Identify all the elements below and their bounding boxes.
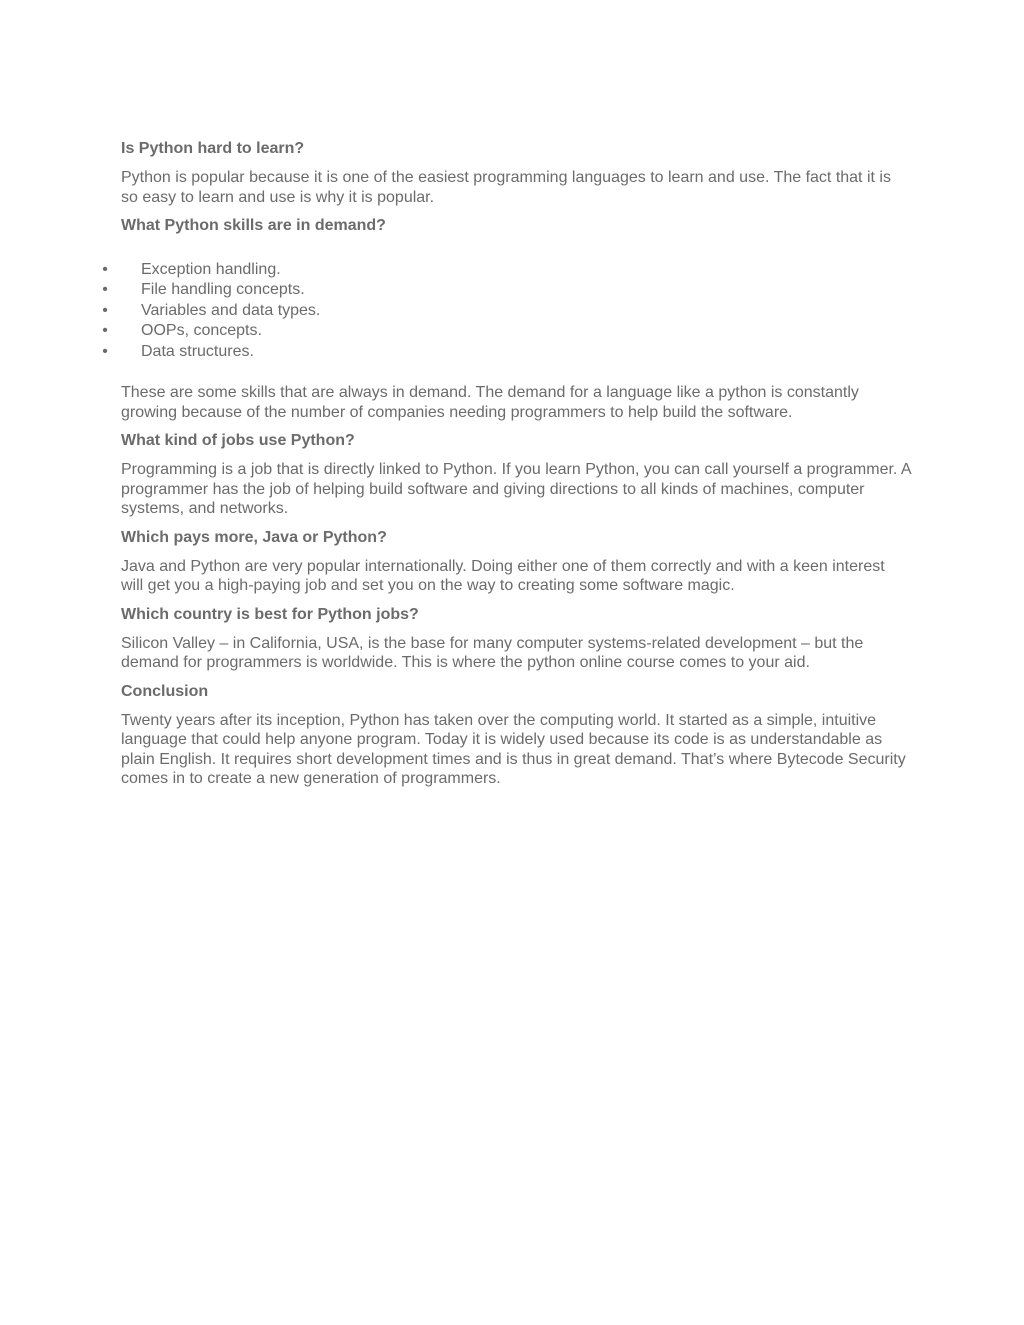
paragraph-jobs-use-python: Programming is a job that is directly linked to Python. If you learn Python, you can call yourself a programmer. A programmer has the job of helping build software and giving directions to all kinds of machines, computer systems, and networks.: [121, 461, 911, 518]
paragraph-skills-demand: These are some skills that are always in demand. The demand for a language like a python is constantly growing because of the number of companies needing programmers to help build the software.: [121, 384, 859, 421]
list-item-text: Variables and data types.: [141, 301, 321, 319]
bullet-icon: •: [102, 281, 108, 299]
paragraph-java-or-python-pay: Java and Python are very popular internationally. Doing either one of them correctly and with a keen interest will get you a high-paying job and set you on the way to creating some software magic.: [121, 557, 885, 595]
heading-best-country-python-jobs: Which country is best for Python jobs?: [121, 605, 419, 623]
paragraph-python-hard-to-learn: Python is popular because it is one of the easiest programming languages to learn and use. The fact that it is so easy to learn and use is why it is popular.: [121, 169, 891, 206]
list-item-text: Exception handling.: [141, 261, 281, 278]
list-item-text: OOPs, concepts.: [141, 322, 262, 340]
heading-python-skills-in-demand: What Python skills are in demand?: [121, 217, 386, 234]
bullet-icon: •: [102, 322, 108, 340]
heading-java-or-python-pay: Which pays more, Java or Python?: [121, 528, 387, 546]
bullet-icon: •: [102, 261, 108, 278]
skills-bullet-list: [100, 260, 911, 362]
list-item: [100, 301, 911, 321]
list-item: [100, 260, 911, 280]
heading-python-hard-to-learn: Is Python hard to learn?: [121, 140, 305, 157]
list-item-text: Data structures.: [141, 342, 254, 360]
heading-conclusion: Conclusion: [121, 682, 209, 700]
paragraph-best-country-python-jobs: Silicon Valley – in California, USA, is the base for many computer systems-related development – but the demand for programmers is worldwide. This is where the python online course comes to your aid.: [121, 634, 864, 672]
bullet-icon: •: [102, 342, 108, 360]
list-item: [100, 321, 911, 341]
bullet-icon: •: [102, 301, 108, 319]
heading-jobs-use-python: What kind of jobs use Python?: [121, 432, 355, 450]
paragraph-conclusion: Twenty years after its inception, Python has taken over the computing world. It started as a simple, intuitive language that could help anyone program. Today it is widely used because its code is as understandable as plain English. It requires short development times and is thus in great demand. That’s where Bytecode Security comes in to create a new generation of programmers.: [121, 711, 906, 788]
list-item: [100, 280, 911, 300]
list-item: [100, 342, 911, 362]
document-body: [102, 139, 911, 798]
list-item-text: File handling concepts.: [141, 281, 305, 299]
